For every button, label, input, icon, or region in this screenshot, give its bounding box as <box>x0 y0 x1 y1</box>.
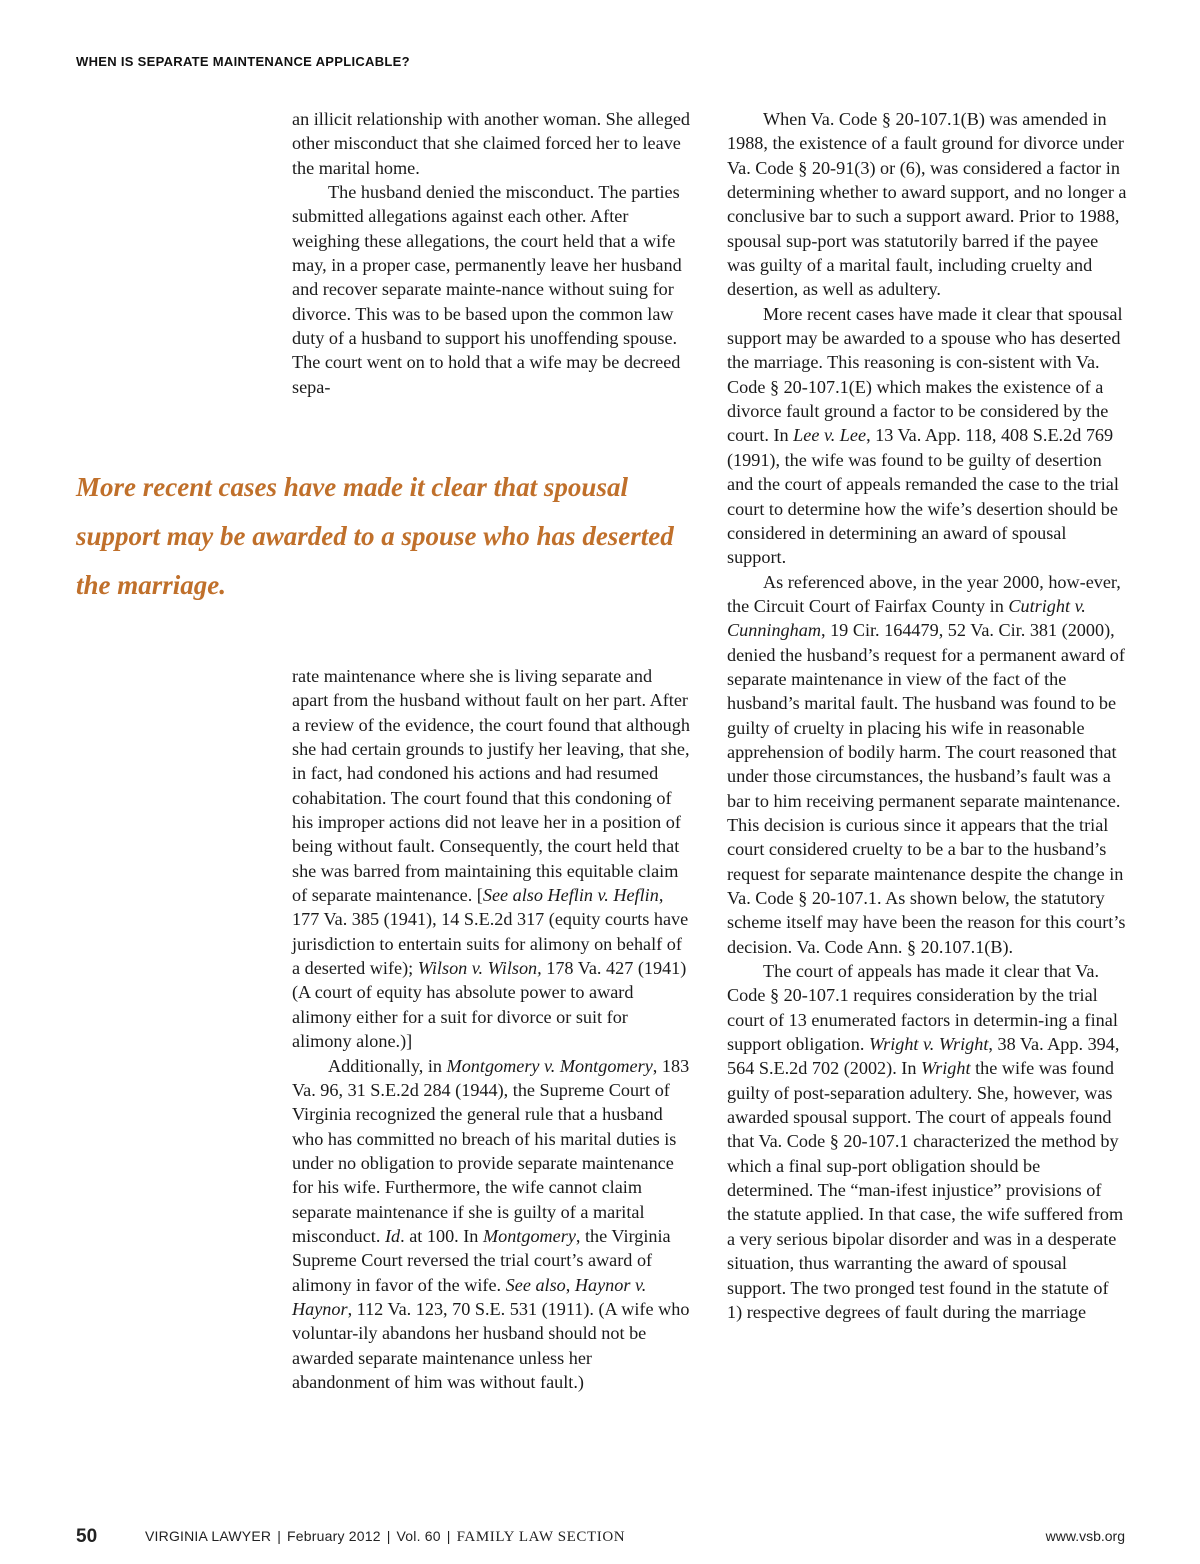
italic-text: Wright v. Wright <box>868 1034 989 1055</box>
text-run: rate maintenance where she is living separate and apart from the husband without fault on her part. After a review of the evidence, the court found that although she had certain grounds to justify her leaving, that she, in fact, had condoned his actions and had resumed cohabitation. The court found that this condoning of his improper actions did not leave her in a position of being without fault. Consequently, the court held that she was barred from maintaining this equitable claim of separate maintenance. [ <box>292 666 690 906</box>
paragraph <box>292 1054 690 1395</box>
website-link[interactable]: www.vsb.org <box>1045 1528 1125 1544</box>
italic-text: Cutright v. Cunningham <box>727 595 1086 641</box>
italic-text: See also Heflin v. Heflin <box>482 885 659 906</box>
separator: | <box>446 1528 451 1544</box>
text-run: The husband denied the misconduct. The parties submitted allegations against each other. After weighing these allegations, the court held that a wife may, in a proper case, permanently leave her husband and recover separate mainte-nance without suing for divorce. This was to be based upon the common law duty of a husband to support his unoffending spouse. The court went on to hold that a wife may be decreed sepa- <box>292 182 682 397</box>
separator: | <box>277 1528 282 1544</box>
text-run: the wife was found guilty of post-separation adultery. She, however, was awarded spousal support. The court of appeals found that Va. Code § 20-107.1 characterized the method by which a final sup-port obligation should be determined. The “man-ifest injustice” provisions of the statute applied. In that case, the wife suffered from a very serious bipolar disorder and was in a desperate situation, thus warranting the award of spousal support. The two pronged test found in the statute of 1) respective degrees of fault during the marriage <box>727 1058 1124 1322</box>
text-run: , 19 Cir. 164479, 52 Va. Cir. 381 (2000), denied the husband’s request for a permanent award of separate maintenance in view of the fact of the husband’s marital fault. The husband was found to be guilty of cruelty in placing his wife in reasonable apprehension of bodily harm. The court reasoned that under those circumstances, the husband’s fault was a bar to him receiving permanent separate maintenance. This decision is curious since it appears that the trial court considered cruelty to be a bar to the husband’s request for separate maintenance despite the change in Va. Code § 20-107.1. As shown below, the statutory scheme itself may have been the reason for this court’s decision. Va. Code Ann. § 20.107.1(B). <box>727 620 1126 957</box>
text-run: an illicit relationship with another woman. She alleged other misconduct that she claimed forced her to leave the marital home. <box>292 109 691 178</box>
issue-date: February 2012 <box>287 1528 381 1544</box>
text-run: , the Virginia Supreme Court reversed the trial court’s award of alimony in favor of the wife. <box>292 1225 671 1295</box>
text-run: More recent cases have made it clear that spousal support may be awarded to a spouse who has deserted the marriage. This reasoning is con-sistent with Va. Code § 20-107.1(E) which makes the existence of a divorce fault ground a factor to be considered by the court. In <box>727 303 1123 446</box>
left-column-top <box>292 107 690 399</box>
section-name: FAMILY LAW SECTION <box>456 1529 626 1545</box>
italic-text: Montgomery <box>482 1225 576 1246</box>
text-run: When Va. Code § 20-107.1(B) was amended in 1988, the existence of a fault ground for divorce under Va. Code § 20-91(3) or (6), was considered a factor in determining whether to award support, and no longer a conclusive bar to such a support award. Prior to 1988, spousal sup-port was statutorily barred if the payee was guilty of a marital fault, including cruelty and desertion, as well as adultery. <box>727 109 1127 300</box>
text-run: , 183 Va. 96, 31 S.E.2d 284 (1944), the Supreme Court of Virginia recognized the general rule that a husband who has committed no breach of his marital duties is under no obligation to provide separate maintenance for his wife. Furthermore, the wife cannot claim separate maintenance if she is guilty of a marital misconduct. <box>292 1055 690 1246</box>
running-header: WHEN IS SEPARATE MAINTENANCE APPLICABLE? <box>76 54 410 69</box>
text-run: . at 100. In <box>400 1225 483 1246</box>
publication-line <box>145 1528 625 1546</box>
italic-text: Lee v. Lee <box>793 425 867 446</box>
text-run: , 177 Va. 385 (1941), 14 S.E.2d 317 (equity courts have jurisdiction to entertain suits for alimony on behalf of a deserted wife); <box>292 885 689 979</box>
paragraph <box>292 180 690 399</box>
italic-text: Wright <box>921 1058 971 1079</box>
paragraph <box>727 302 1127 570</box>
italic-text: Wilson v. Wilson, <box>417 958 542 979</box>
italic-text: Id <box>384 1225 401 1246</box>
paragraph <box>292 107 690 180</box>
text-run: , 112 Va. 123, 70 S.E. 531 (1911). (A wife who voluntar-ily abandons her husband should not be awarded separate maintenance unless her abandonment of him was without fault.) <box>292 1298 690 1392</box>
text-run: As referenced above, in the year 2000, how-ever, the Circuit Court of Fairfax County in <box>727 571 1121 616</box>
text-run: 178 Va. 427 (1941) (A court of equity has absolute power to award alimony either for a suit for divorce or suit for alimony alone.)] <box>292 958 687 1052</box>
page-number: 50 <box>76 1526 98 1547</box>
text-run: , <box>565 1274 575 1295</box>
left-column-bottom <box>292 664 690 1394</box>
paragraph <box>727 570 1127 960</box>
text-run: Additionally, in <box>328 1055 447 1076</box>
separator: | <box>386 1528 391 1544</box>
paragraph <box>292 664 690 1054</box>
text-run: , 38 Va. App. 394, 564 S.E.2d 702 (2002). In <box>727 1034 1120 1079</box>
right-column <box>727 107 1127 1324</box>
text-run: , 13 Va. App. 118, 408 S.E.2d 769 (1991), the wife was found to be guilty of desertion and the court of appeals remanded the case to the trial court to determine how the wife’s desertion should be considered in determining an award of spousal support. <box>727 425 1119 568</box>
paragraph <box>727 107 1127 302</box>
paragraph <box>727 959 1127 1324</box>
pull-quote: More recent cases have made it clear that spousal support may be awarded to a spouse who has deserted the marriage. <box>76 472 674 600</box>
italic-text: Haynor v. Haynor <box>292 1274 647 1319</box>
magazine-name: VIRGINIA LAWYER <box>145 1528 272 1544</box>
italic-text: See also <box>505 1274 566 1295</box>
italic-text: Montgomery v. Montgomery <box>446 1055 653 1076</box>
volume: Vol. 60 <box>396 1528 441 1544</box>
text-run: The court of appeals has made it clear that Va. Code § 20-107.1 requires consideration by the trial court of 13 enumerated factors in determin-ing a final support obligation. <box>727 961 1118 1055</box>
